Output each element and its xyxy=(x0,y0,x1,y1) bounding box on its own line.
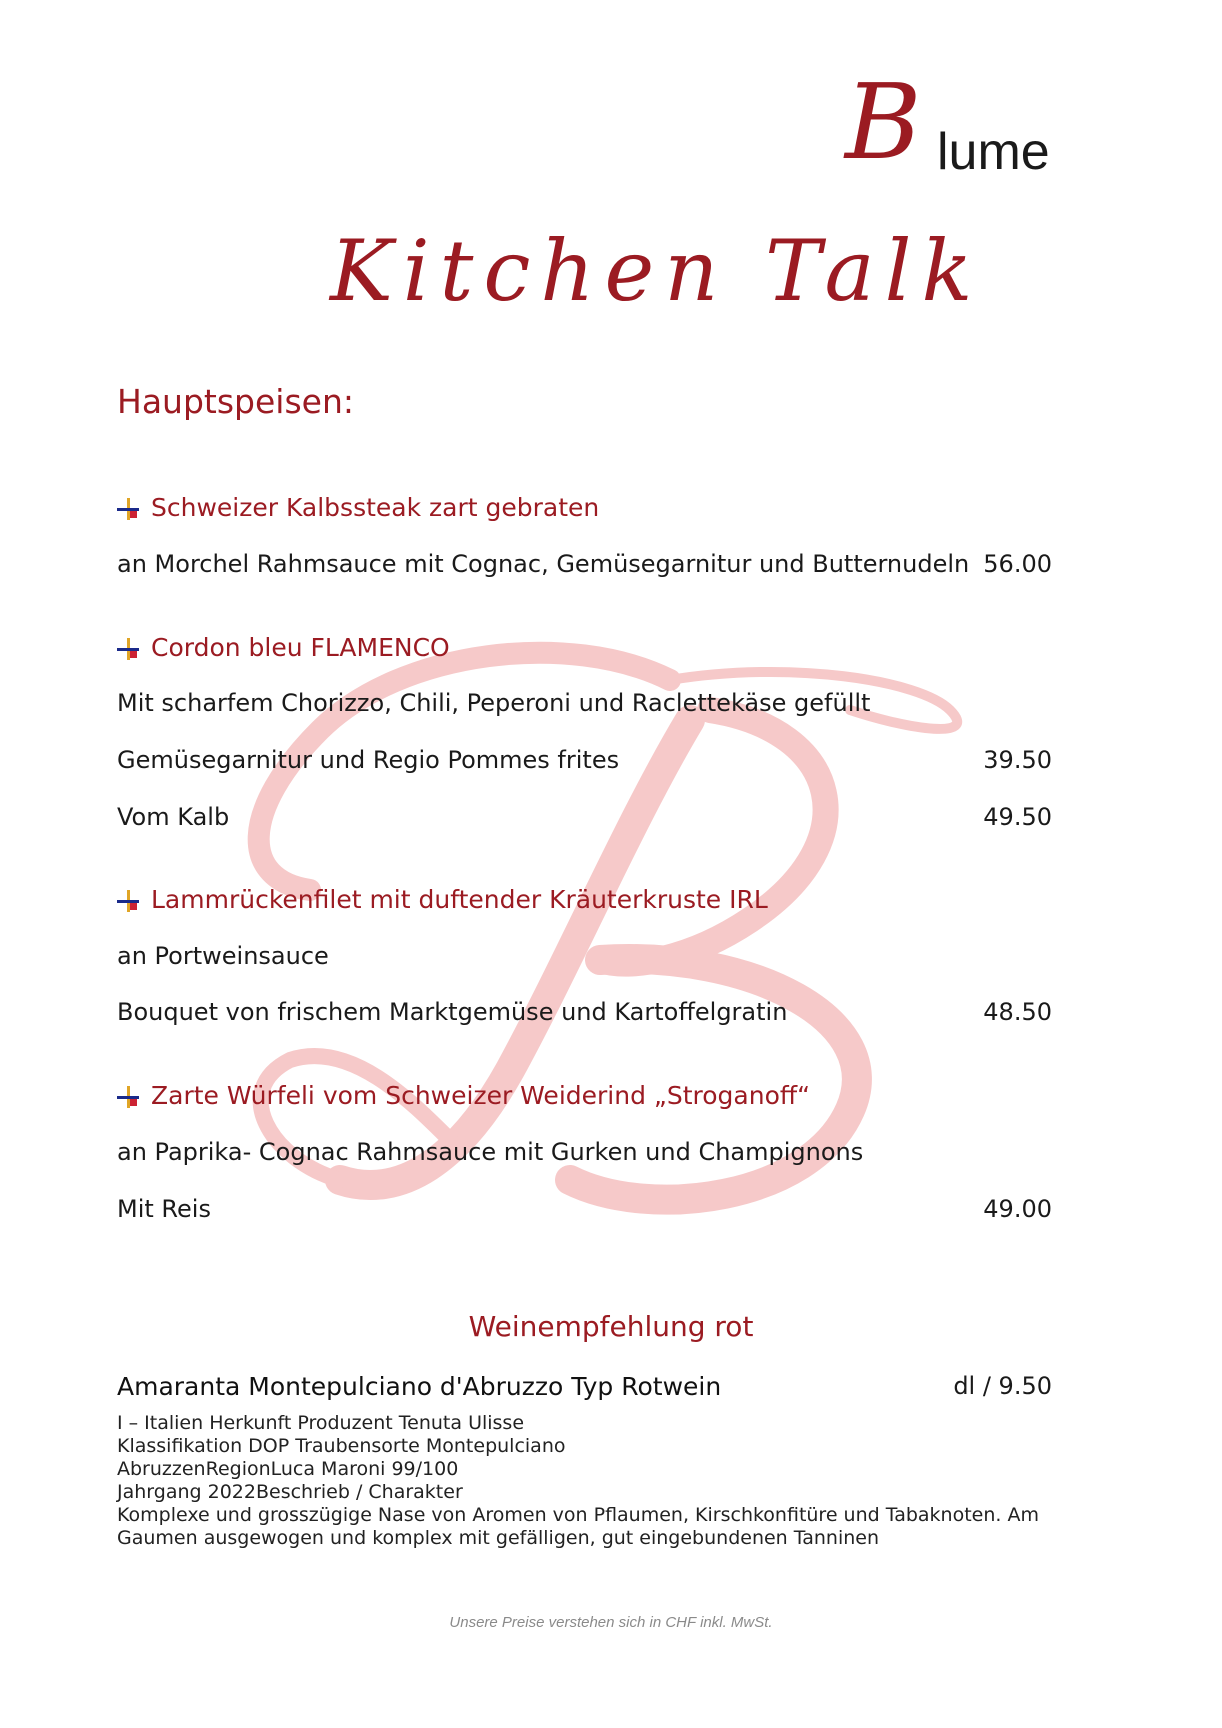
dish-title: Schweizer Kalbssteak zart gebraten xyxy=(117,493,599,522)
wine-description-line: Jahrgang 2022Beschrieb / Charakter xyxy=(117,1481,463,1503)
wine-description-line: Komplexe und grosszügige Nase von Aromen von Pflaumen, Kirschkonfitüre und Tabaknoten. Am xyxy=(117,1504,1039,1526)
bullet-icon xyxy=(117,498,139,520)
dish-line: Gemüsegarnitur und Regio Pommes frites xyxy=(117,746,620,774)
bullet-icon xyxy=(117,890,139,912)
section-heading: Hauptspeisen: xyxy=(117,382,354,421)
blume-logo xyxy=(845,61,1115,188)
wine-description-line: I – Italien Herkunft Produzent Tenuta Ulisse xyxy=(117,1412,525,1434)
logo-wordmark: lume xyxy=(937,123,1050,181)
dish-title: Lammrückenfilet mit duftender Kräuterkruste IRL xyxy=(117,885,768,914)
bullet-icon xyxy=(117,638,139,660)
wine-description-line: Klassifikation DOP Traubensorte Montepulciano xyxy=(117,1435,566,1457)
wine-price: dl / 9.50 xyxy=(953,1372,1052,1400)
dish-line: Mit Reis xyxy=(117,1195,211,1223)
price-note: Unsere Preise verstehen sich in CHF inkl. MwSt. xyxy=(449,1614,773,1631)
logo-initial: B xyxy=(845,61,922,183)
dish-line: an Morchel Rahmsauce mit Cognac, Gemüsegarnitur und Butternudeln xyxy=(117,550,970,578)
wine-name: Amaranta Montepulciano d'Abruzzo Typ Rotwein xyxy=(117,1372,722,1401)
dish-line: Mit scharfem Chorizzo, Chili, Peperoni und Raclettekäse gefüllt xyxy=(117,689,871,717)
dish-line: an Paprika- Cognac Rahmsauce mit Gurken und Champignons xyxy=(117,1138,864,1166)
wine-heading: Weinempfehlung rot xyxy=(468,1310,754,1343)
dish-price: 49.50 xyxy=(983,803,1052,831)
dish-price: 39.50 xyxy=(983,746,1052,774)
dish-price: 49.00 xyxy=(983,1195,1052,1223)
dish-price: 56.00 xyxy=(983,550,1052,578)
dish-title: Zarte Würfeli vom Schweizer Weiderind „Stroganoff“ xyxy=(117,1081,810,1110)
wine-description xyxy=(117,1412,1067,1550)
bullet-icon xyxy=(117,1086,139,1108)
wine-description-line: AbruzzenRegionLuca Maroni 99/100 xyxy=(117,1458,459,1480)
dish-title: Cordon bleu FLAMENCO xyxy=(117,633,450,662)
dish-line: an Portweinsauce xyxy=(117,942,329,970)
page-title: Kitchen Talk xyxy=(330,222,983,320)
dish-line: Bouquet von frischem Marktgemüse und Kartoffelgratin xyxy=(117,998,788,1026)
wine-description-line: Gaumen ausgewogen und komplex mit gefälligen, gut eingebundenen Tanninen xyxy=(117,1527,880,1549)
dish-price: 48.50 xyxy=(983,998,1052,1026)
dish-line: Vom Kalb xyxy=(117,803,230,831)
